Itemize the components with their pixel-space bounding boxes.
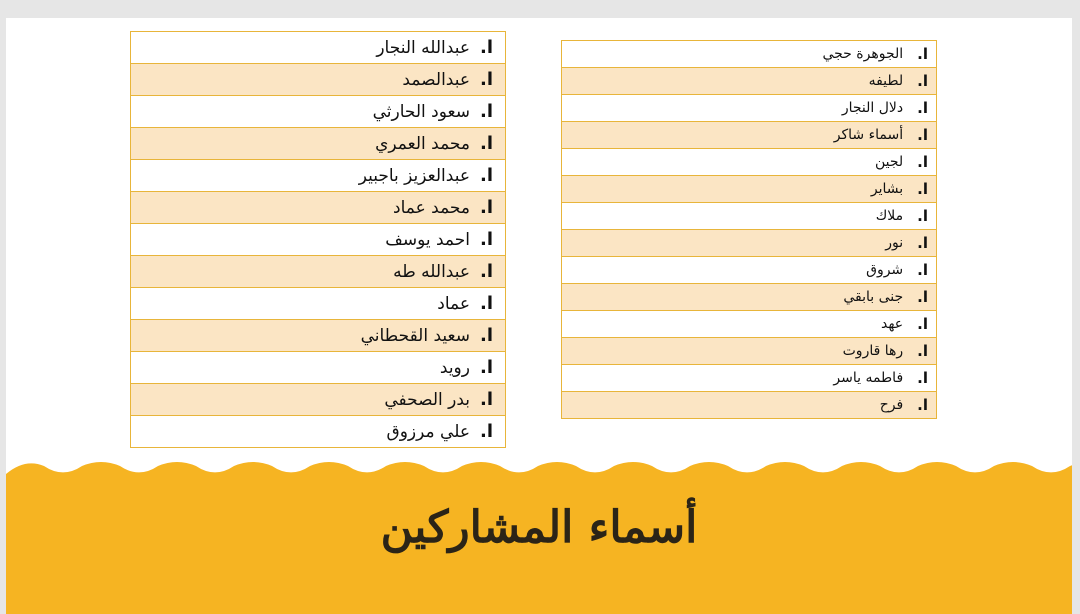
participant-name: محمد العمري [375,133,470,154]
participant-name: جنى بابقي [843,289,904,305]
participant-name: سعود الحارثي [372,101,470,122]
list-marker: ا. [917,234,928,252]
participant-name: رها قاروت [842,343,904,359]
participants-table-right [561,40,937,419]
participant-name: احمد يوسف [385,229,470,250]
table-row [562,337,936,364]
list-marker: ا. [479,37,493,58]
list-marker: ا. [479,293,493,314]
table-row [562,202,936,229]
participant-name: عبدالعزيز باجبير [358,165,470,186]
list-marker: ا. [479,357,493,378]
list-marker: ا. [479,389,493,410]
list-marker: ا. [917,180,928,198]
table-row [562,364,936,391]
list-marker: ا. [479,261,493,282]
table-row [562,94,936,121]
list-marker: ا. [917,126,928,144]
list-marker: ا. [917,72,928,90]
table-row [562,175,936,202]
table-row [131,159,505,191]
participant-name: ملاك [875,208,904,224]
participant-name: أسماء شاكر [833,127,904,143]
participant-name: بدر الصحفي [384,389,470,410]
table-row [131,127,505,159]
table-row [131,351,505,383]
table-row [562,391,936,418]
table-row [131,255,505,287]
table-row [131,63,505,95]
participant-name: عبدالله طه [393,261,470,282]
list-marker: ا. [479,197,493,218]
table-row [562,40,936,67]
participant-name: الجوهرة حجي [822,46,904,62]
list-marker: ا. [917,396,928,414]
list-marker: ا. [917,288,928,306]
table-row [131,223,505,255]
participant-name: علي مرزوق [386,421,470,442]
participant-name: فاطمه ياسر [833,370,904,386]
slide [6,18,1072,614]
table-row [562,148,936,175]
participant-name: بشاير [870,181,904,197]
table-row [131,319,505,351]
participant-name: رويد [439,357,470,378]
list-marker: ا. [479,165,493,186]
table-row [131,191,505,223]
table-row [131,383,505,415]
table-row [562,283,936,310]
table-row [562,121,936,148]
page-title: أسماء المشاركين [380,502,698,553]
table-row [562,256,936,283]
participant-name: شروق [866,262,904,278]
table-row [562,67,936,94]
list-marker: ا. [479,101,493,122]
table-row [131,31,505,63]
table-row [131,415,505,447]
table-row [562,229,936,256]
list-marker: ا. [917,45,928,63]
list-marker: ا. [917,342,928,360]
list-marker: ا. [479,133,493,154]
list-marker: ا. [479,229,493,250]
list-marker: ا. [479,325,493,346]
participants-table-left [130,31,506,448]
participant-name: محمد عماد [393,197,470,218]
participant-name: سعيد القحطاني [360,325,470,346]
table-row [562,310,936,337]
participant-name: عهد [881,316,904,332]
participant-name: نور [885,235,904,251]
table-row [131,287,505,319]
participant-name: فرح [879,397,904,413]
participant-name: عماد [437,293,470,314]
list-marker: ا. [917,261,928,279]
participant-name: لطيفه [868,73,904,89]
list-marker: ا. [917,369,928,387]
participant-name: عبدالصمد [402,69,470,90]
participant-name: عبدالله النجار [376,37,470,58]
list-marker: ا. [917,99,928,117]
participant-name: لجين [874,154,904,170]
list-marker: ا. [917,207,928,225]
participant-name: دلال النجار [841,100,904,116]
table-row [131,95,505,127]
list-marker: ا. [917,153,928,171]
list-marker: ا. [917,315,928,333]
list-marker: ا. [479,421,493,442]
list-marker: ا. [479,69,493,90]
